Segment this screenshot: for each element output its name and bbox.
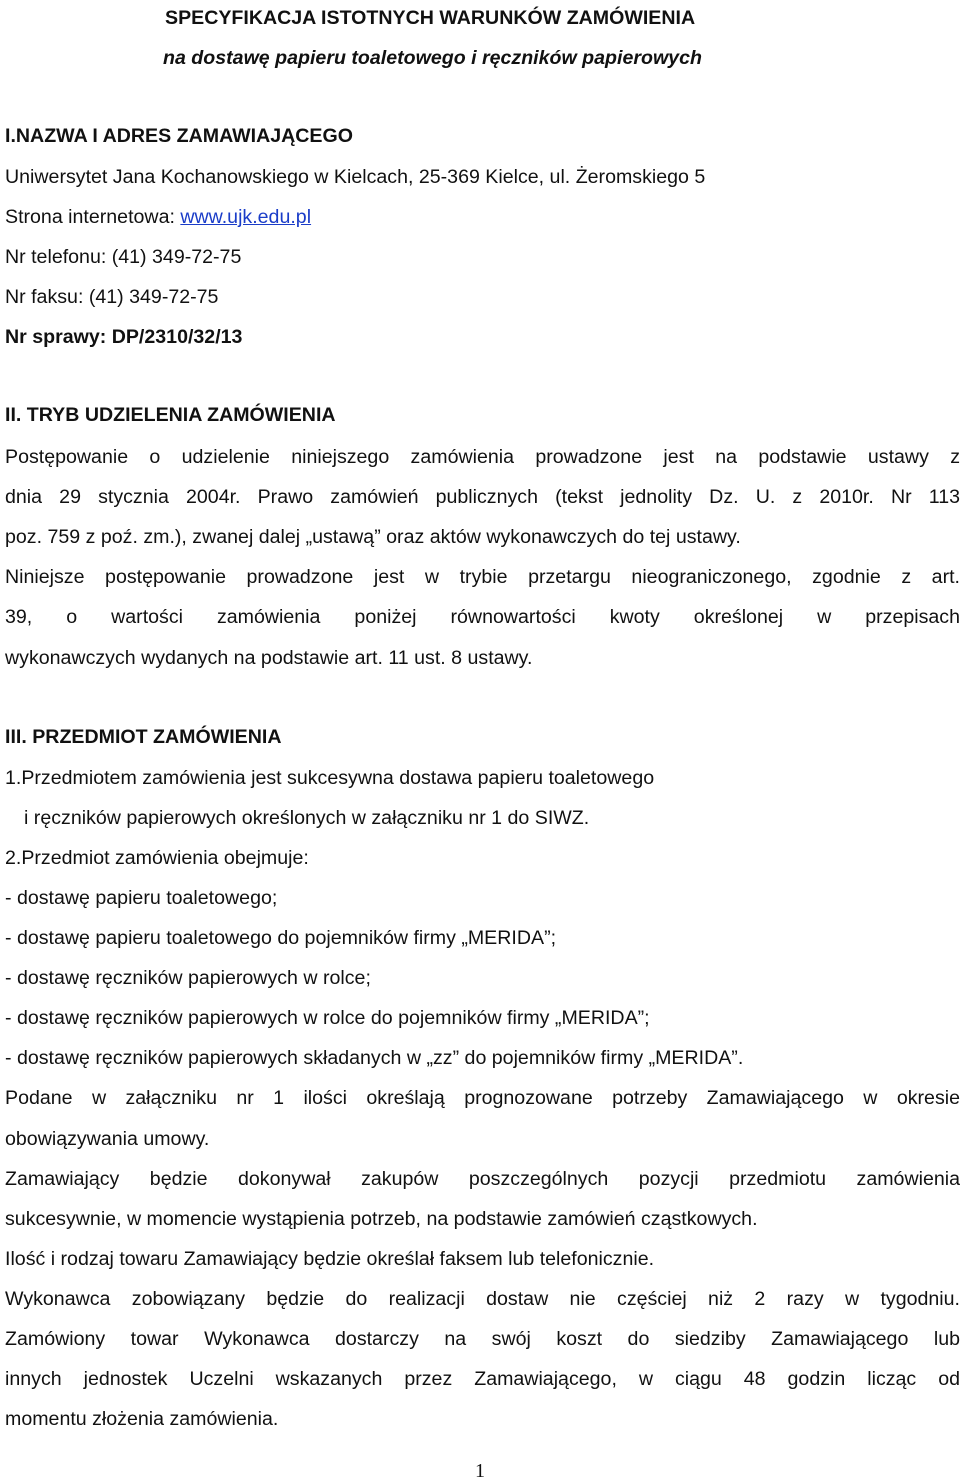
document-title: SPECYFIKACJA ISTOTNYCH WARUNKÓW ZAMÓWIENIA bbox=[165, 7, 696, 29]
section-2-line: 39, o wartości zamówienia poniżej równowartości kwoty określonej w przepisach bbox=[5, 606, 960, 628]
fax-line: Nr faksu: (41) 349-72-75 bbox=[5, 286, 219, 308]
section-3-line: Podane w załączniku nr 1 ilości określają prognozowane potrzeby Zamawiającego w okresie bbox=[5, 1087, 960, 1109]
section-2-line: wykonawczych wydanych na podstawie art. 11 ust. 8 ustawy. bbox=[5, 647, 533, 669]
address-line: Uniwersytet Jana Kochanowskiego w Kielcach, 25-369 Kielce, ul. Żeromskiego 5 bbox=[5, 166, 706, 188]
section-3-line: obowiązywania umowy. bbox=[5, 1128, 210, 1150]
case-number: Nr sprawy: DP/2310/32/13 bbox=[5, 326, 243, 348]
phone-line: Nr telefonu: (41) 349-72-75 bbox=[5, 246, 242, 268]
section-2-line: dnia 29 stycznia 2004r. Prawo zamówień publicznych (tekst jednolity Dz. U. z 2010r. Nr 113 bbox=[5, 486, 960, 508]
section-3-line: Zamawiający będzie dokonywał zakupów poszczególnych pozycji przedmiotu zamówienia bbox=[5, 1168, 960, 1190]
section-3-line: Wykonawca zobowiązany będzie do realizacji dostaw nie częściej niż 2 razy w tygodniu. bbox=[5, 1288, 960, 1310]
website-line bbox=[5, 205, 311, 229]
list-item: - dostawę papieru toaletowego do pojemników firmy „MERIDA”; bbox=[5, 927, 557, 949]
website-link[interactable]: www.ujk.edu.pl bbox=[180, 206, 312, 228]
section-3-line: momentu złożenia zamówienia. bbox=[5, 1408, 279, 1430]
section-3-line: Zamówiony towar Wykonawca dostarczy na swój koszt do siedziby Zamawiającego lub bbox=[5, 1328, 960, 1350]
section-1-heading: I.NAZWA I ADRES ZAMAWIAJĄCEGO bbox=[5, 125, 353, 147]
section-3-heading: III. PRZEDMIOT ZAMÓWIENIA bbox=[5, 726, 282, 748]
section-2-line: Niniejsze postępowanie prowadzone jest w trybie przetargu nieograniczonego, zgodnie z art. bbox=[5, 566, 960, 588]
list-item: - dostawę ręczników papierowych składanych w „zz” do pojemników firmy „MERIDA”. bbox=[5, 1047, 744, 1069]
section-3-line: 2.Przedmiot zamówienia obejmuje: bbox=[5, 847, 309, 869]
document-subtitle: na dostawę papieru toaletowego i ręczników papierowych bbox=[163, 47, 702, 69]
section-3-line: innych jednostek Uczelni wskazanych przez Zamawiającego, w ciągu 48 godzin licząc od bbox=[5, 1368, 960, 1390]
section-3-line: i ręczników papierowych określonych w załączniku nr 1 do SIWZ. bbox=[24, 807, 590, 829]
section-3-line: Ilość i rodzaj towaru Zamawiający będzie określał faksem lub telefonicznie. bbox=[5, 1248, 655, 1270]
section-3-line: sukcesywnie, w momencie wystąpienia potrzeb, na podstawie zamówień cząstkowych. bbox=[5, 1208, 758, 1230]
list-item: - dostawę ręczników papierowych w rolce do pojemników firmy „MERIDA”; bbox=[5, 1007, 650, 1029]
page-number: 1 bbox=[475, 1460, 485, 1482]
list-item: - dostawę ręczników papierowych w rolce; bbox=[5, 967, 371, 989]
section-2-line: Postępowanie o udzielenie niniejszego zamówienia prowadzone jest na podstawie ustawy z bbox=[5, 446, 960, 468]
section-3-line: 1.Przedmiotem zamówienia jest sukcesywna dostawa papieru toaletowego bbox=[5, 767, 655, 789]
website-label: Strona internetowa: bbox=[5, 206, 181, 228]
list-item: - dostawę papieru toaletowego; bbox=[5, 887, 278, 909]
section-2-heading: II. TRYB UDZIELENIA ZAMÓWIENIA bbox=[5, 404, 336, 426]
section-2-line: poz. 759 z poź. zm.), zwanej dalej „ustawą” oraz aktów wykonawczych do tej ustawy. bbox=[5, 526, 741, 548]
